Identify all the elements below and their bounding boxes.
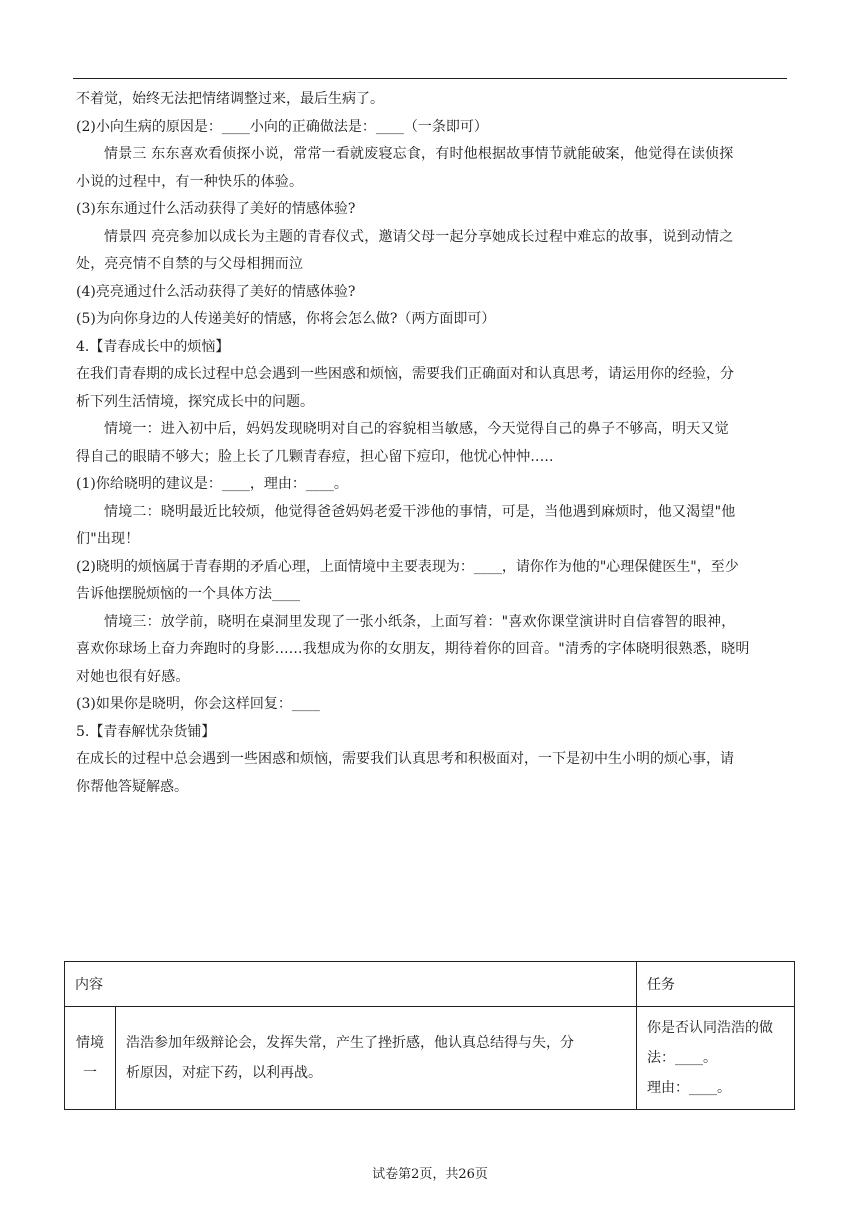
question-body [76,86,790,801]
row-label-line: 一 [83,1065,97,1081]
text-line: (4)亮亮通过什么活动获得了美好的情感体验? [76,283,356,300]
row-label-line: 情境 [76,1035,104,1051]
row-content-line: 析原因，对症下药，以利再战。 [126,1065,322,1081]
text-line: 对她也很有好感。 [76,668,190,685]
text-line: 5.【青春解忧杂货铺】 [76,723,216,740]
table-row [65,1007,795,1110]
header-content-cell: 内容 [65,962,637,1007]
text-line: 告诉他摆脱烦恼的一个具体方法____ [76,586,300,602]
text-line: (3)东东通过什么活动获得了美好的情感体验? [76,201,356,217]
text-line: 喜欢你球场上奋力奔跑时的身影......我想成为你的女朋友，期待着你的回音。"清秀的字体晓明很熟悉，晓明 [76,641,750,657]
row-content-line: 浩浩参加年级辩论会，发挥失常，产生了挫折感，他认真总结得与失，分 [126,1035,574,1051]
text-line: 小说的过程中，有一种快乐的体验。 [76,173,304,190]
text-line: (3)如果你是晓明，你会这样回复：____ [76,696,320,712]
text-line: 情境二：晓明最近比较烦，他觉得爸爸妈妈老爱干涉他的事情，可是，当他遇到麻烦时，他又渴望"他 [104,503,736,520]
row-label-cell [65,1007,116,1110]
row-task-line: 法：____。 [647,1050,717,1066]
text-line: (1)你给晓明的建议是：____，理由：____。 [76,476,348,492]
text-line: 们"出现！ [76,531,140,547]
row-task-line: 理由：____。 [647,1080,731,1096]
header-rule [73,78,787,79]
text-line: (2)晓明的烦恼属于青春期的矛盾心理，上面情境中主要表现为：____，请你作为他的"心理保健医生"，至少 [76,558,739,575]
text-line: 在成长的过程中总会遇到一些困惑和烦恼，需要我们认真思考和积极面对，一下是初中生小明的烦心事，请 [76,751,734,767]
text-line: 情景四 亮亮参加以成长为主题的青春仪式，邀请父母一起分享她成长过程中难忘的故事，说到动情之 [104,228,734,245]
text-line: 4.【青春成长中的烦恼】 [76,338,230,355]
text-line: 情境一：进入初中后，妈妈发现晓明对自己的容貌相当敏感，今天觉得自己的鼻子不够高，明天又觉 [104,421,729,437]
header-task-cell: 任务 [637,962,795,1007]
text-line: 处，亮亮情不自禁的与父母相拥而泣 [76,256,304,272]
text-line: 在我们青春期的成长过程中总会遇到一些困惑和烦恼，需要我们正确面对和认真思考，请运用你的经验，分 [76,366,734,382]
text-line: 情景三 东东喜欢看侦探小说，常常一看就废寝忘食，有时他根据故事情节就能破案，他觉得在读侦探 [104,146,734,162]
text-line: 你帮他答疑解惑。 [76,778,188,795]
text-line: 情境三：放学前，晓明在桌洞里发现了一张小纸条，上面写着："喜欢你课堂演讲时自信睿智的眼神， [104,613,736,630]
row-content-cell [116,1007,637,1110]
text-line: 析下列生活情境，探究成长中的问题。 [76,393,314,410]
page-footer: 试卷第2页，共26页 [372,1167,488,1182]
table-header-row [65,962,795,1007]
text-line: (2)小向生病的原因是：____小向的正确做法是：____（一条即可） [76,118,488,135]
text-line: 不着觉，始终无法把情绪调整过来，最后生病了。 [76,91,384,107]
text-line: (5)为向你身边的人传递美好的情感，你将会怎么做?（两方面即可） [76,311,496,327]
task-table [64,961,795,1110]
row-task-line: 你是否认同浩浩的做 [647,1020,773,1036]
text-line: 得自己的眼睛不够大；脸上长了几颗青春痘，担心留下痘印，他忧心忡忡..... [76,448,554,465]
row-task-cell [637,1007,795,1110]
